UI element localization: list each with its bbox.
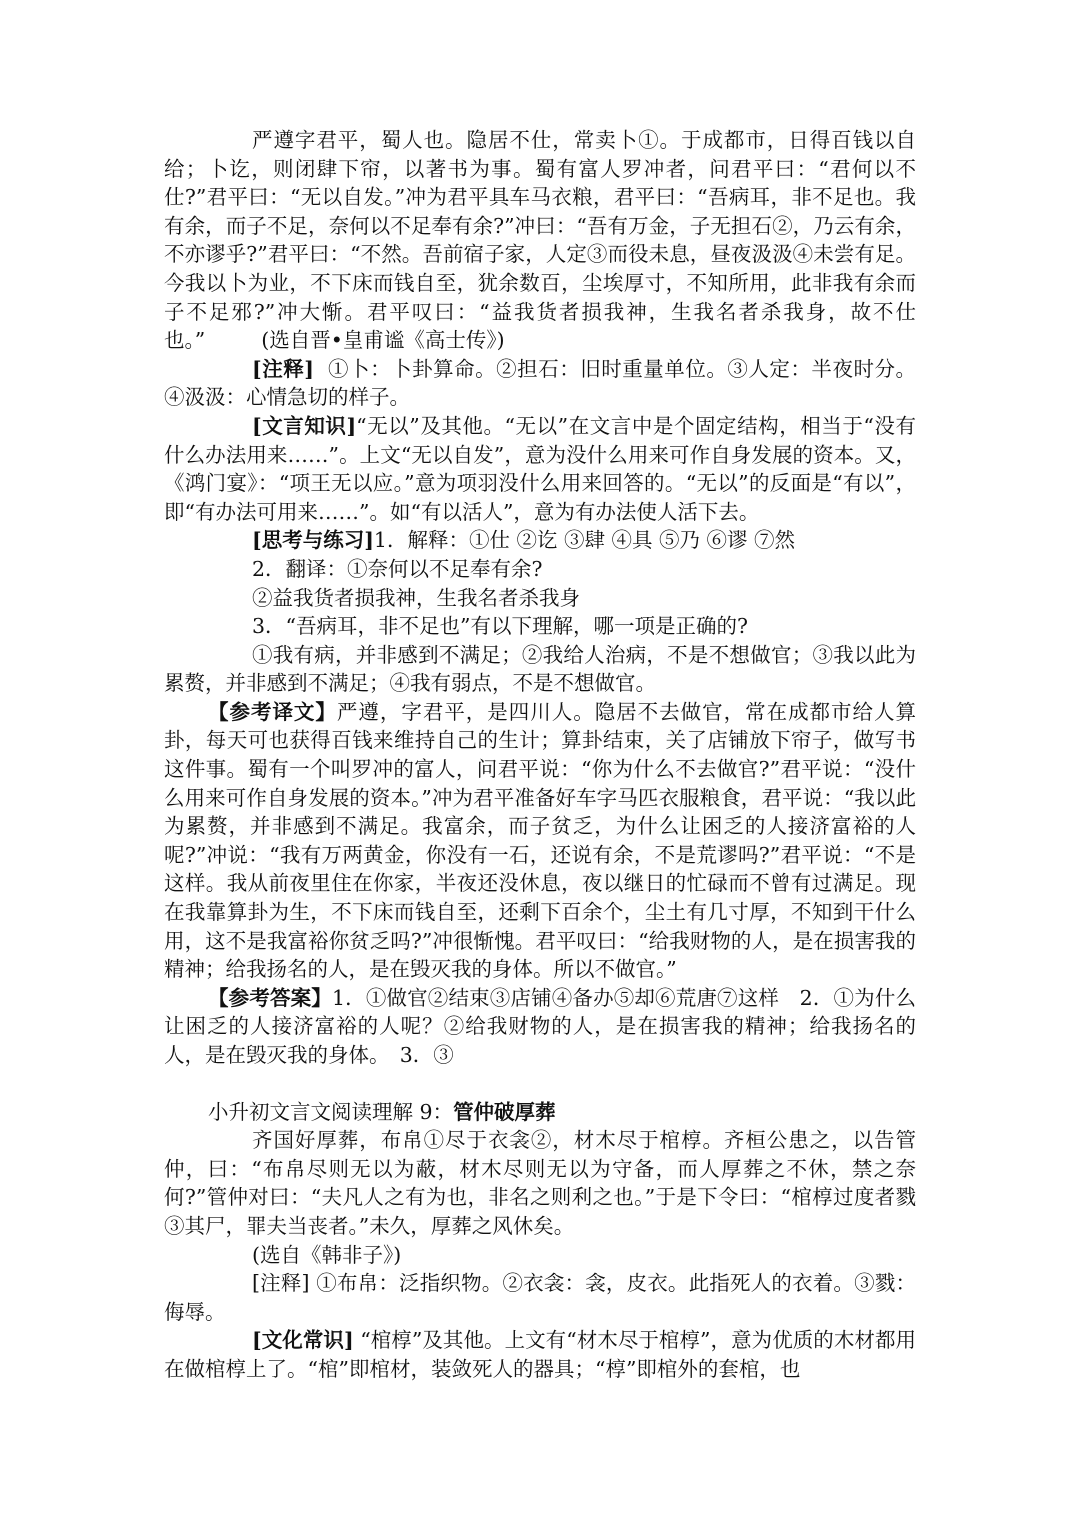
- story1-notes: [164, 355, 916, 412]
- section-gap: [164, 1070, 916, 1098]
- exercise-q3-options-text: ①我有病，并非感到不满足；②我给人治病，不是不想做官；③我以此为累赘，并非感到不满足；④我有弱点，不是不想做官。: [164, 642, 916, 696]
- story2-paragraph: [164, 1126, 916, 1240]
- story2-notes-label: [注释]: [252, 1271, 310, 1296]
- story1-knowledge: [164, 412, 916, 526]
- exercise-label: [思考与练习]: [252, 528, 374, 553]
- story2-notes: [164, 1269, 916, 1326]
- answer-text: 1．①做官②结束③店铺④备办⑤却⑥荒唐⑦这样 2．①为什么让困乏的人接济富裕的人呢？②给我财物的人，是在损害我的精神；给我扬名的人，是在毁灭我的身体。 3．③: [164, 985, 917, 1067]
- document-page: [164, 126, 916, 1384]
- story1-answer: [164, 984, 916, 1070]
- story1-exercise-q3-options: [164, 641, 916, 698]
- story1-exercise-q1: [164, 526, 916, 555]
- culture-text: “棺椁”及其他。上文有“材木尽于棺椁”，意为优质的木材都用在做棺椁上了。“棺”即棺材，装敛死人的器具；“椁”即棺外的套棺，也: [164, 1328, 916, 1381]
- story2-title-bold: 管仲破厚葬: [453, 1099, 556, 1124]
- story1-exercise-q2: [164, 555, 916, 584]
- translation-label: 【参考译文】: [208, 699, 337, 724]
- exercise-q2-text: 2．翻译：①奈何以不足奉有余?: [252, 556, 543, 581]
- exercise-q2b-text: ②益我货者损我神，生我名者杀我身: [252, 585, 580, 610]
- story2-title: [164, 1098, 916, 1127]
- story1-translation: [164, 698, 916, 984]
- exercise-q3-text: 3．“吾病耳，非不足也”有以下理解，哪一项是正确的?: [252, 614, 748, 639]
- knowledge-label: [文言知识]: [252, 413, 357, 438]
- knowledge-text: “无以”及其他。“无以”在文言中是个固定结构，相当于“没有什么办法用来……”。上文“无以自发”，意为没什么用来可作自身发展的资本。又，《鸿门宴》：“项王无以应。”意为项羽没什么用来回答的。“无以”的反面是“有以”，即“有办法可用来……”。如“有以活人”，意为有办法使人活下去。: [164, 413, 916, 524]
- story2-notes-text: ①布帛：泛指织物。②衣衾：衾，皮衣。此指死人的衣着。③戮：侮辱。: [164, 1271, 916, 1324]
- answer-label: 【参考答案】: [208, 985, 332, 1010]
- story2-title-prefix: 小升初文言文阅读理解 9：: [208, 1099, 454, 1124]
- story2-culture: [164, 1326, 916, 1383]
- story1-paragraph: [164, 126, 916, 355]
- story1-exercise-q3: [164, 612, 916, 641]
- story1-text: 严遵字君平，蜀人也。隐居不仕，常卖卜①。于成都市，日得百钱以自给；卜讫，则闭肆下帘，以著书为事。蜀有富人罗冲者，问君平曰：“君何以不仕?”君平曰：“无以自发。”冲为君平具车马衣粮，君平曰：“吾病耳，非不足也。我有余，而子不足，奈何以不足奉有余?”冲曰：“吾有万金，子无担石②，乃云有余，不亦谬乎?”君平曰：“不然。吾前宿子家，人定③而役未息，昼夜汲汲④未尝有足。今我以卜为业，不下床而钱自至，犹余数百，尘埃厚寸，不知所用，此非我有余而子不足邪?”冲大惭。君平叹曰：“益我货者损我神，生我名者杀我身，故不仕也。”: [164, 128, 916, 353]
- story1-source: (选自晋•皇甫谧《高士传》): [261, 328, 505, 353]
- story2-text: 齐国好厚葬，布帛①尽于衣衾②，材木尽于棺椁。齐桓公患之，以告管仲，曰：“布帛尽则无以为蔽，材木尽则无以为守备，而人厚葬之不休，禁之奈何?”管仲对曰：“夫凡人之有为也，非名之则利之也。”于是下令曰：“棺椁过度者戮③其尸，罪夫当丧者。”未久，厚葬之风休矣。: [164, 1128, 916, 1238]
- story1-exercise-q2b: [164, 584, 916, 613]
- notes-label: [注释]: [252, 356, 314, 381]
- translation-text: 严遵，字君平，是四川人。隐居不去做官，常在成都市给人算卦，每天可也获得百钱来维持自己的生计；算卦结束，关了店铺放下帘子，做写书这件事。蜀有一个叫罗冲的富人，问君平说：“你为什么不去做官?”君平说：“没什么用来可作自身发展的资本。”冲为君平准备好车字马匹衣服粮食，君平说：“我以此为累赘，并非感到不满足。我富余，而子贫乏，为什么让困乏的人接济富裕的人呢?”冲说：“我有万两黄金，你没有一石，还说有余，不是荒谬吗?”君平说：“不是这样。我从前夜里住在你家，半夜还没休息，夜以继日的忙碌而不曾有过满足。现在我靠算卦为生，不下床而钱自至，还剩下百余个，尘土有几寸厚，不知到干什么用，这不是我富裕你贫乏吗?”冲很惭愧。君平叹曰：“给我财物的人，是在损害我的精神；给我扬名的人，是在毁灭我的身体。所以不做官。”: [164, 699, 916, 982]
- notes-text: ①卜：卜卦算命。②担石：旧时重量单位。③人定：半夜时分。④汲汲：心情急切的样子。: [164, 356, 916, 410]
- culture-label: [文化常识]: [252, 1328, 354, 1353]
- story2-source-text: (选自《韩非子》): [252, 1242, 402, 1267]
- story2-source: [164, 1241, 916, 1270]
- exercise-q1-text: 1．解释：①仕 ②讫 ③肆 ④具 ⑤乃 ⑥谬 ⑦然: [373, 528, 796, 553]
